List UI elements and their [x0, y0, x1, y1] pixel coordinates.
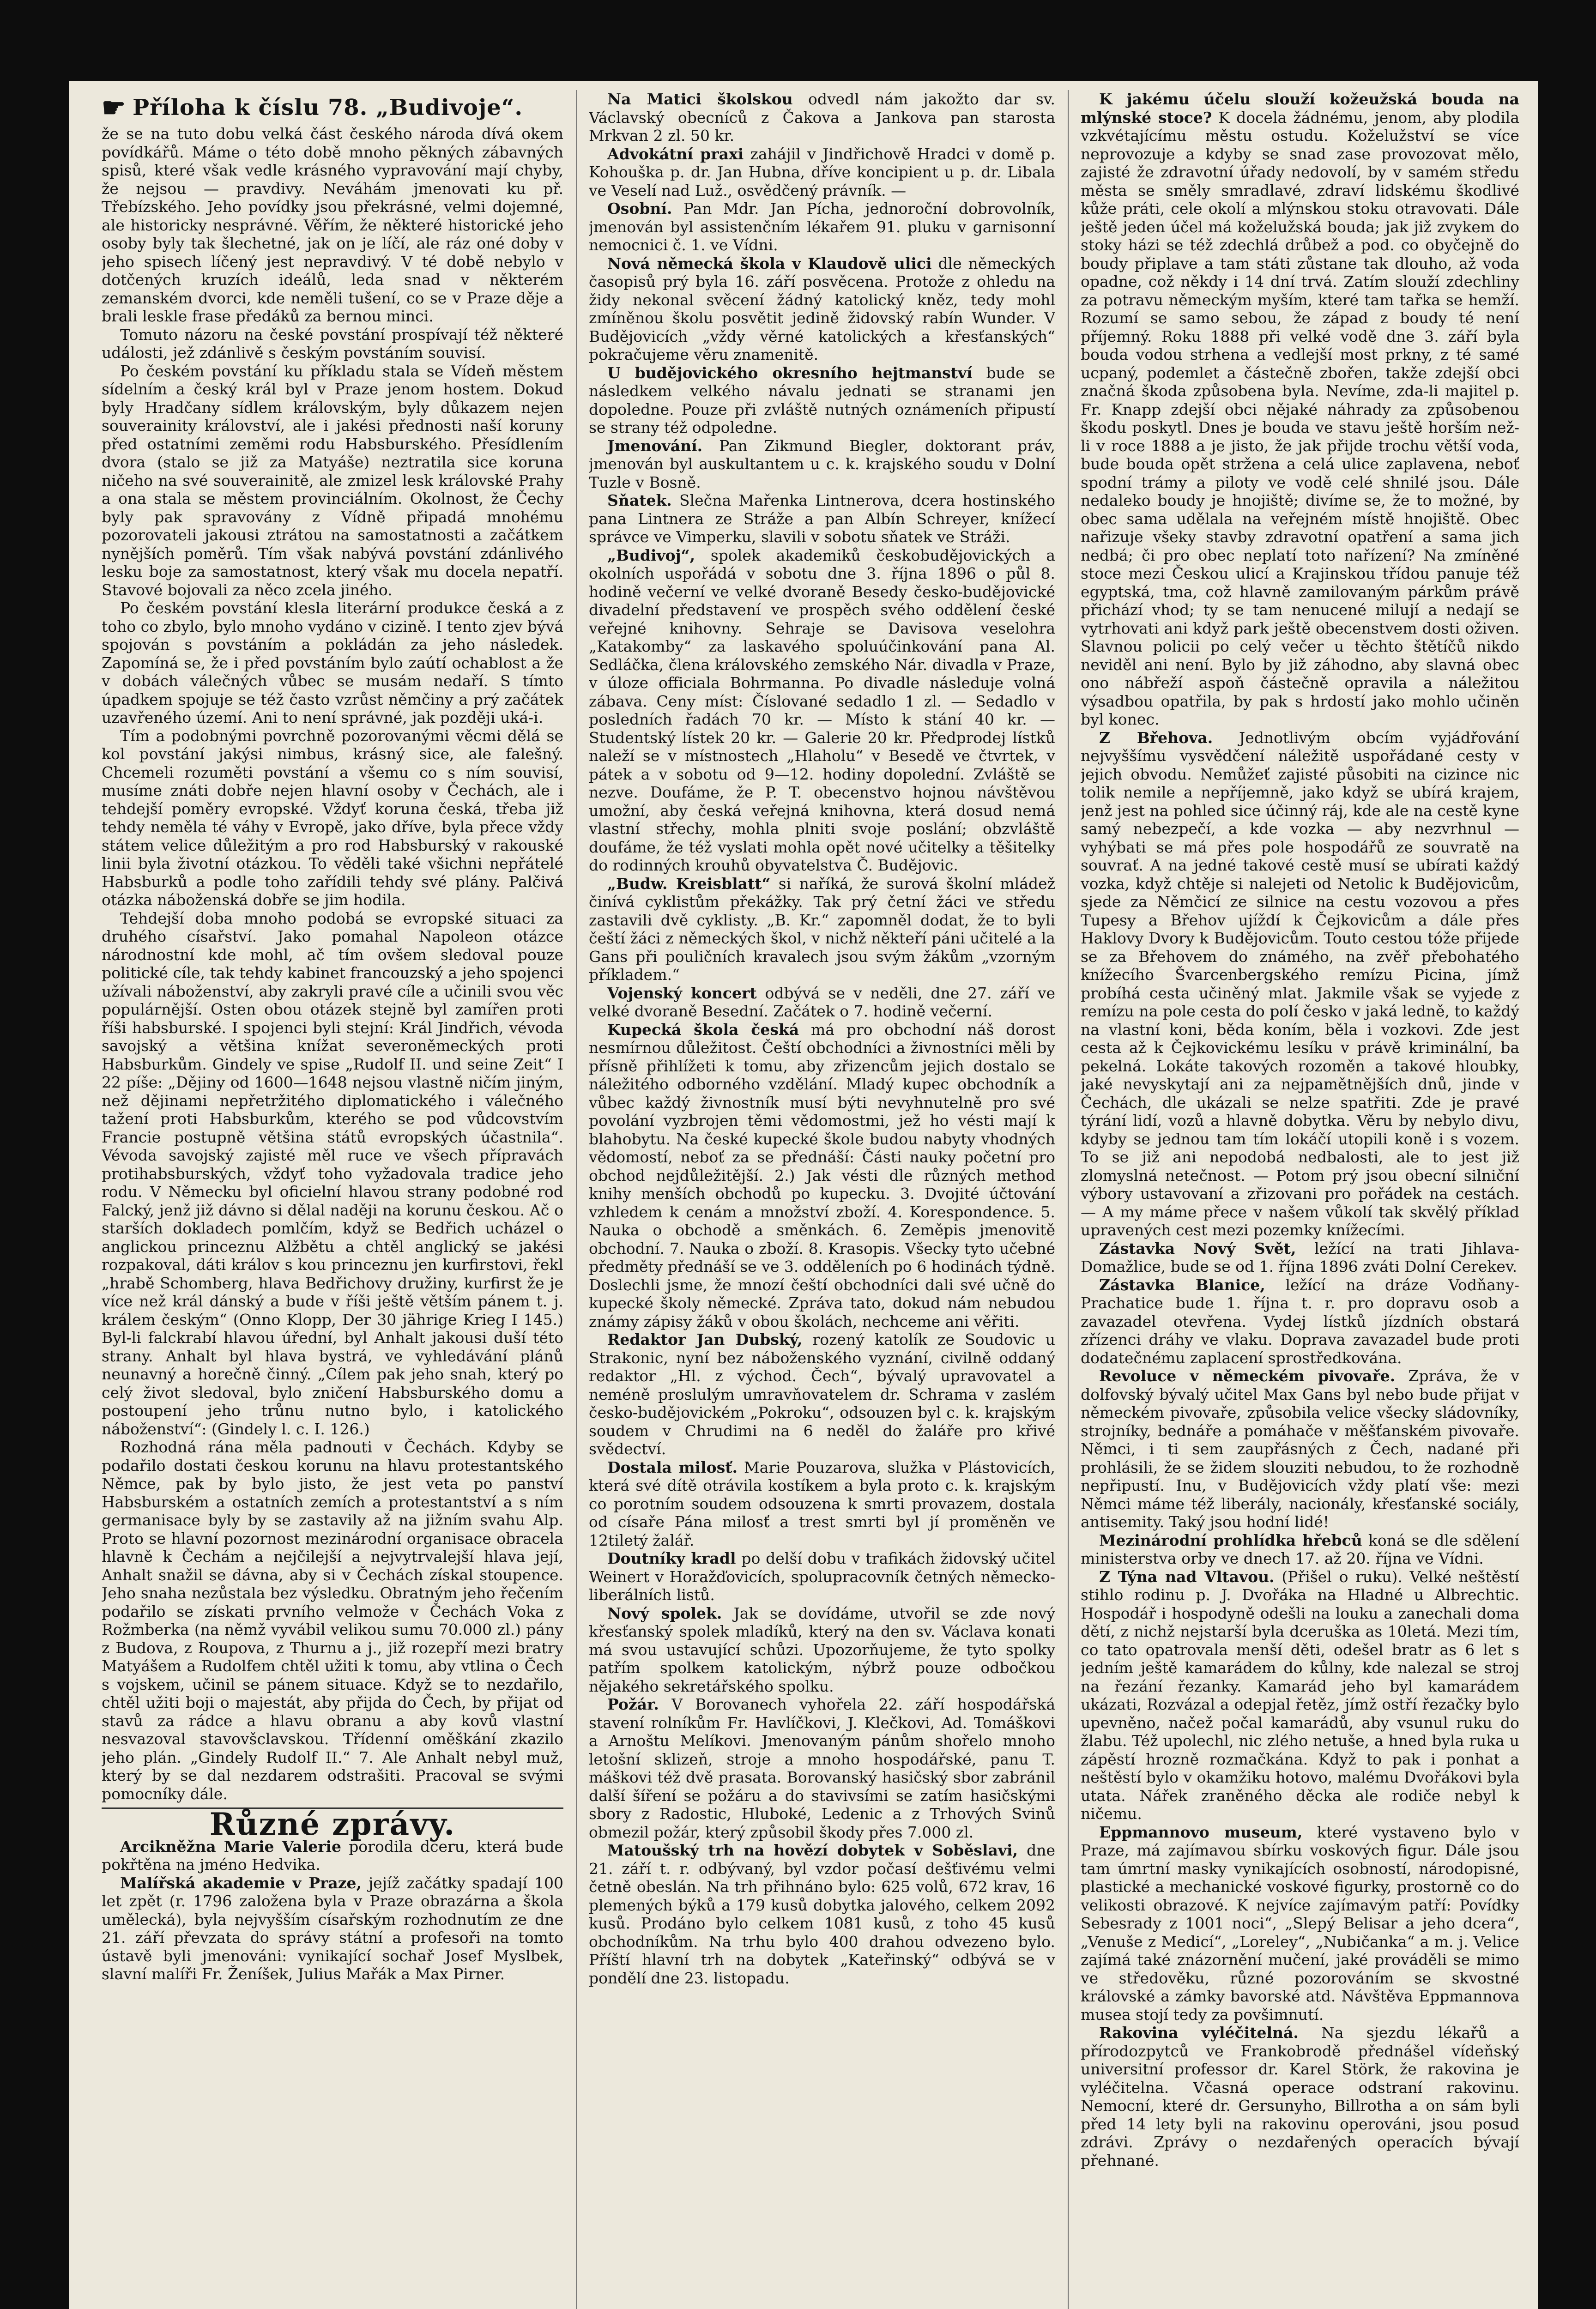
news-item-title: Z Týna nad Vltavou. — [1099, 1567, 1275, 1586]
news-item-title: Advokátní praxi — [607, 145, 744, 163]
news-item — [589, 1330, 1055, 1458]
news-item-text: jejíž začátky spadají 100 let zpět (r. 1796 založena byla v Praze obrazárna a škola umělecká), byla nejvyšším císařským rozhodnutím ze dne 21. září převzata do správy státní a profesoři na tomto ústavě byli jmenováni: vynikající sochař Josef Myslbek, slavní malíři Fr. Ženíšek, Julius Mařák a Max Pirner. — [102, 1874, 563, 1983]
news-item — [589, 199, 1055, 254]
news-item-text: koná se dle sdělení ministerstva orby ve dnech 17. až 20. října ve Vídni. — [1081, 1531, 1519, 1567]
news-item-title: Dostala milosť. — [607, 1458, 738, 1476]
news-item-text: dne 21. září t. r. odbývaný, byl vzdor počasí dešťivému velmi četně obeslán. Na trh přihnáno bylo: 625 volů, 672 krav, 16 plemených býků a 179 kusů dobytka jalového, celkem 2092 kusů. Prodáno bylo celkem 1081 kusů, z toho 45 kusů obchodníkům. Na trhu bylo 400 drahou odvezeno bylo. Příští hlavní trh na dobytek „Kateřinský“ odbývá se v pondělí dne 23. listopadu. — [589, 1841, 1055, 1987]
news-item — [589, 1549, 1055, 1604]
news-item-text: Zpráva, že v dolfovský bývalý učitel Max Gans byl nebo bude přijat v německém pivovaře, způsobila velice všecky sládovníky, strojníky, bednáře a pomáhače v měšťanském pivovaře. Němci, i ti sem zaupřásných z Čech, nadané při prohlásili, že se židem slouziti nebudou, to že rozhodně nepřipustí. Inu, v Budějovicích vždy platí vše: mezi Němci máme též liberály, nacionály, křesťanské sociály, antisemity. Taký jsou hodní lidé! — [1081, 1367, 1519, 1531]
newspaper-page — [69, 81, 1538, 2309]
news-item-title: K jakému účelu slouží kožeužská bouda na mlýnské stoce? — [1081, 90, 1519, 127]
news-item-title: Mezinárodní prohlídka hřebců — [1099, 1531, 1362, 1549]
news-item-title: Nový spolek. — [607, 1604, 722, 1622]
article-paragraph: že se na tuto dobu velká část českého národa dívá okem povídkářů. Máme o této době mnoho pěkných zábavných spisů, které však vedle krásného vypravování mají chyby, že nejsou — pravdivy. Neváhám jmenovati ku př. Třebízského. Jeho povídky jsou překrásné, velmi dojemné, ale historicky nesprávné. Věřím, že některé historické jeho osoby byly tak šlechetné, jak on je líčí, ale ráz oné doby v jeho spisech líčený jest nepravdivý. V té době nebylo v dotčených kruzích ideálů, leda snad v některém zemanském dvorci, kde neměli tušení, co se v Praze děje a brali leskle frase předáků za bernou minci. — [102, 125, 563, 325]
news-item-title: Vojenský koncert — [607, 984, 757, 1002]
news-item — [102, 1874, 563, 1983]
news-item — [589, 491, 1055, 546]
news-item-title: Požár. — [607, 1695, 659, 1713]
news-item — [589, 1695, 1055, 1841]
news-item-title: Revoluce v německém pivovaře. — [1099, 1367, 1396, 1385]
news-item — [102, 1838, 563, 1874]
news-item-title: „Budw. Kreisblatt“ — [607, 874, 771, 893]
news-item — [1081, 1531, 1519, 1568]
news-item-text: odvedl nám jakožto dar sv. Václavský obecníců z Čakova a Jankova pan starosta Mrkvan 2 zl. 50 kr. — [589, 90, 1055, 145]
news-item — [1081, 2024, 1519, 2170]
news-item-title: Kupecká škola česká — [607, 1020, 799, 1039]
news-item — [589, 254, 1055, 364]
column-divider — [576, 90, 577, 2309]
pointing-hand-icon: ☛ — [102, 92, 126, 123]
article-paragraph: Tomuto názoru na české povstání prospívají též některé události, jež zdánlivě s českým povstáním souvisí. — [102, 325, 563, 362]
news-item-text: Jednotlivým obcím vyjádřování nejvyššímu vysvědčení náležitě uspořádané cesty v jejich obvodu. Nemůžeť zajisté působiti na cizince nic tolik nemile a nepříjemně, jako když se ubírá krajem, jenž jest na pohled sice účinný ráj, kde ale na cestě kyne samý nebezpečí, a kde vozka — aby nezvrhnul — vyhýbati se má přes pole hospodářů ze souvratě na souvrať. A na jedné takové cestě musí se ubírati každý vozka, když chtěje si nalejeti od Netolic k Budějovicům, sjede za Němčicí ze silnice na cestu vozovou a přes Tupesy a Břehov ujíždí k Čejkovicům a dále přes Haklovy Dvory k Budějovicům. Touto cestou tóže přijede se za Břehovem do známého, na zvěř přebohatého knížecího Švarcenbergského remízu Picina, jímž probíhá cesta učiněný mlat. Jakmile však se vyjede z remízu na pole cesta do polí česko v jaká ledně, to každý na vlastní koni, běda koním, běla i vozkovi. Zde jest cesta až k Čejkovickému lesíku v právě kriminální, ba pekelná. Lokáte takových rozoměn a takové hloubky, jaké nevyskytají ani za nejpamětnějších dnů, jinde v Čechách, dle ukázali se nelze spatřiti. Zde je pravé týrání lidí, vozů a hlavně dobytka. Věru by nebylo divu, kdyby se jednou tam tím lokáčí utopili koně i s vozem. To se již ani nepodobá nedbalosti, ale to jest již zlomyslná netečnost. — Potom prý jsou obecní silniční výbory ustavovaní a zřizovani pro pořádek na cestách. — A my máme přece v našem vůkolí tak skvělý příklad upravených cest mezi pozemky knížecími. — [1081, 728, 1519, 1239]
news-item — [1081, 1367, 1519, 1531]
header-title: Příloha k číslu 78. „Budivoje“. — [133, 95, 523, 121]
article-paragraph: Tehdejší doba mnoho podobá se evropské situaci za druhého císařství. Jako pomahal Napoleon otázce národnostní kde mohl, ač tím ovšem sledoval pouze politické cíle, tak tehdy kabinet francouzský a jeho spojenci užívali náboženství, aby zakryli pravé cíle a učinili svou věc populárnější. Osten obou otázek stejně byl zamířen proti říši habsburské. I spojenci byli stejní: Král Jindřich, vévoda savojský a většina knížat severoněmeckých proti Habsburkům. Gindely ve spise „Rudolf II. und seine Zeit“ I 22 píše: „Dějiny od 1600—1648 nejsou vlastně ničím jiným, než dějinami nepřetržitého diplomatického i válečného tažení proti Habsburkům, kterého se pod vůdcovstvím Francie postupně většina států evropských účastnila“. Vévoda savojský zajisté měl ruce ve všech přípravách protihabsburských, vždyť toho vyžadovala tradice jeho rodu. V Německu byl oficielní hlavou strany podobné rod Falcký, jenž již dávno si dělal naději na korunu českou. Ač o starších dokladech pomlčím, když se Bedřich ucházel o anglickou princeznu Alžbětu a chtěl anglický se jakési rozpakoval, dáti králov s kou princeznu jen kurfirstovi, řekl „hrabě Schomberg, hlava Bedřichovy družiny, kurfirst že je více než král dánský a bude v říši ještě větším pánem t. j. králem českým“ (Onno Klopp, Der 30 jährige Krieg I 145.) Byl-li falckrabí hlavou úřední, byl Anhalt jakousi duší této strany. Anhalt byl hlava bystrá, ve vyhledávání plánů neunavný a horečně činný. „Cílem pak jeho snah, který po celý život sledoval, bylo zničení Habsburského domu a postoupení jeho trůnu nutno bylo, i katolického náboženství“: (Gindely l. c. I. 126.) — [102, 909, 563, 1438]
news-item-title: Zástavka Blanice, — [1099, 1275, 1265, 1294]
news-item-text: ležící na trati Jihlava-Domažlice, bude se od 1. října 1896 zváti Dolní Cerekev. — [1081, 1239, 1519, 1275]
news-item-text: dle německých časopisů prý byla 16. září posvěcena. Protože z ohledu na židy nekonal svěcení žádný katolický kněz, tedy mohl zmíněnou školu posvětit jedině židovský rabín Wunder. V Budějovicích „vždy věrné katolických a křesťanských“ pokračujeme věru znamenitě. — [589, 254, 1055, 363]
column-1 — [102, 125, 563, 2309]
news-item-text: po delší dobu v trafikách židovský učitel Weinert v Horažďovicích, spolupracovník četných německo-liberálních listů. — [589, 1549, 1055, 1604]
news-item-text: rozený katolík ze Soudovic u Strakonic, nyní bez náboženského vyznání, civilně oddaný redaktor „Hl. z východ. Čech“, bývalý upravovatel a neméně proslulým umravňovatelem dr. Schrama v zaslém česko-budějovickém „Pokroku“, odsouzen byl c. k. krajským soudem v Chrudimi na 6 neděl do žaláře pro křivé svědectví. — [589, 1330, 1055, 1458]
news-item-text: které vystaveno bylo v Praze, má zajímavou sbírku voskových figur. Dále jsou tam úmrtní masky vynikajících osobností, národopisné, plastické a mechanické voskové figurky, prostorně co do velikosti obrazové. K nejvíce zajímavým patří: Povídky Sebesrady z 1001 noci“, „Slepý Belisar a jeho dcera“, „Venuše z Medicí“, „Loreley“, „Nubičanka“ a m. j. Velice zajímá také znázornění mučení, jaké prováděli se mimo ve středověku, různé pozorováním se skvostné královské a zámky bavorské atd. Návštěva Eppmannova musea stojí tedy za povšimnutí. — [1081, 1823, 1519, 2024]
news-item-text: odbývá se v neděli, dne 27. září ve velké dvoraně Besední. Začátek o 7. hodině večerní. — [589, 984, 1055, 1020]
article-paragraph: Rozhodná rána měla padnouti v Čechách. Kdyby se podařilo dostati českou korunu na hlavu protestantského Němce, pak by bylo jisto, že jest veta po panství Habsburském a ostatních zemích a protestantství a s ním germanisace byly by se zastavily až na jižním svahu Alp. Proto se hlavní pozornost mezinárodní organisace obracela hlavně k Čechám a nejčilejší a nejvytrvalejší hlava její, Anhalt snažil se dávna, aby si v Čechách získal stoupence. Jeho snaha nezůstala bez výsledku. Obratným jeho řečením podařilo se získati prvního velmože v Čechách Voka z Rožmberka (na němž vyvábil velikou sumu 70.000 zl.) pány z Budova, z Roupova, z Thurnu a j., již rozepří mezi bratry Matyášem a Rudolfem chtěl užiti k tomu, aby vtlina o Čech s vojskem, učinil se pánem situace. Když se to nezdařilo, chtěl užiti boji o majestát, aby přijda do Čech, by přijat od stavů za rádce a hlavu obranu a aby kovů vlastní nesvazoval stavovšclavskou. Třídenní oměškání zkazilo jeho plán. „Gindely Rudolf II.“ 7. Ale Anhalt nebyl muž, který by se dal nezdarem odstrašiti. Pracoval se svými pomocníky dále. — [102, 1438, 563, 1803]
news-item-title: U budějovického okresního hejtmanství — [607, 363, 973, 382]
news-item-title: Eppmannovo museum, — [1099, 1823, 1303, 1841]
news-item — [589, 145, 1055, 200]
news-item — [1081, 1823, 1519, 2024]
news-item — [1081, 1568, 1519, 1823]
news-item-title: Malířská akademie v Praze, — [120, 1874, 362, 1892]
news-item — [589, 1841, 1055, 1987]
news-item-title: Rakovina vyléčitelná. — [1099, 2024, 1299, 2042]
section-heading: Různé zprávy. — [102, 1807, 563, 1838]
news-item-title: Doutníky kradl — [607, 1549, 736, 1567]
news-item — [589, 437, 1055, 492]
news-item-title: Sňatek. — [607, 491, 672, 509]
column-divider — [1068, 90, 1069, 2309]
news-item-title: Na Matici školskou — [607, 90, 793, 108]
news-item-title: Redaktor Jan Dubský, — [607, 1330, 803, 1348]
article-paragraph: Po českém povstání klesla literární produkce česká a z toho co zbylo, bylo mnoho vydáno v cizině. I tento zjev bývá spojován s povstáním a pokládán za jeho následek. Zapomíná se, že i před povstáním bylo zaútí ochablost a že v dobách válečných vůbec se musám nedaří. S tímto úpadkem spojuje se též často vzrůst němčiny a prý začátek uzavřeného území. Ani to není správné, jak později uká-i. — [102, 599, 563, 726]
news-item-text: (Přišel o ruku). Velké neštěstí stihlo rodinu p. J. Dvořáka na Hladné u Albrechtic. Hospodář i hospodyně odešli na louku a zanechali doma dětí, z nichž nejstarší byla dceruška as 10letá. Mezi tím, co tato opatrovala menší děti, odešel bratr as 6 let s jedním ještě kamarádem do kůlny, kde nalezal se stroj na řezání řezanky. Kamarád jeho byl kamarádem ukázati, Rozvázal a odepjal řetěz, jímž ostří řezačky bylo upevněno, načež počal kamarádů, aby vsunul ruku do žlabu. Též upolechl, nic zlého netuše, a hned byla ruka u zápěstí hrozně rozmačkána. Když to pak i ponhat a neštěstí bylo v okamžiku hotovo, malému Dvořákovi byla utata. Nářek zraněného děcka ale rodiče nebyl k ničemu. — [1081, 1567, 1519, 1823]
news-item-text: porodila dceru, která bude pokřtěna na jméno Hedvika. — [102, 1837, 563, 1874]
news-item-title: Arcikněžna Marie Valerie — [120, 1837, 342, 1856]
news-item-text: bude se následkem velkého návalu jednati se stranami jen dopoledne. Pouze při zvláště nutných oznámeních připustí se strany též odpoledne. — [589, 363, 1055, 436]
page-header — [102, 94, 523, 121]
news-item-text: Jak se dovídáme, utvořil se zde nový křesťanský spolek mladíků, který na den sv. Václava konati má svou ustavující schůzi. Upozorňujeme, že tyto spolky patřím spolkem katolickým, nýbrž pouze odbočkou nějakého sekretářského spolku. — [589, 1604, 1055, 1695]
article-paragraph: Tím a podobnými povrchně pozorovanými věcmi dělá se kol povstání jakýsi nimbus, krásný sice, ale falešný. Chcemeli rozuměti povstání a všemu co s ním souvisí, musíme znáti dobře nejen hlavní osoby v Čechách, ale i tehdejší poměry evropské. Vždyť koruna česká, třeba již tehdy neměla té váhy v Evropě, jako dříve, byla přece vždy státem velice důležitým a pro rod Habsburský v rakouské linii byla životní otázkou. To věděli také všichni nepřátelé Habsburků a podle toho zařídili tehdy své plány. Palčivá otázka náboženská dobře se jim hodila. — [102, 726, 563, 909]
news-item — [589, 1458, 1055, 1550]
news-item — [1081, 90, 1519, 729]
news-item-text: ležící na dráze Vodňany-Prachatice bude 1. října t. r. pro dopravu osob a zavazadel otevřena. Vydej lístků jízdních obstará zřízenci dráhy ve vlaku. Doprava zavazadel bude proti dodatečnému zaplacení sprostředkována. — [1081, 1275, 1519, 1367]
news-item — [589, 1021, 1055, 1331]
news-item-text: Pan Mdr. Jan Pícha, jednoroční dobrovolník, jmenován byl assistenčním lékařem 91. pluku v garnisonní nemocnici č. 1. ve Vídni. — [589, 199, 1055, 254]
news-item — [1081, 1239, 1519, 1276]
news-item — [589, 1604, 1055, 1696]
news-item-text: Slečna Mařenka Lintnerova, dcera hostinského pana Lintnera ze Stráže a pan Albín Schreyer, knížecí správce ve Vimperku, slavili v sobotu sňatek ve Stráži. — [589, 491, 1055, 546]
news-item-title: Matoušský trh na hovězí dobytek v Soběslavi, — [607, 1841, 1018, 1859]
news-item-title: Nová německá škola v Klaudově ulici — [607, 254, 932, 272]
news-item — [1081, 729, 1519, 1239]
news-item-text: V Borovanech vyhořela 22. září hospodářská stavení rolníkům Fr. Havlíčkovi, J. Klečkovi, Ad. Tomáškovi a Arnoštu Melíkovi. Jmenovaným pánům shořelo mnoho letošní sklizeň, stroje a mnoho hospodářské, panu T. máškovi též dvě prasata. Borovanský hasičský sbor zabránil další šíření se požáru a do stavivsími se zatím hasičskými sbory z Radostic, Hluboké, Ledenic a z Trhových Svinů obmezil požár, který způsobil škody přes 7.000 zl. — [589, 1695, 1055, 1841]
news-item — [1081, 1276, 1519, 1367]
news-item-title: Z Břehova. — [1099, 728, 1213, 747]
news-item — [589, 364, 1055, 437]
news-item — [589, 875, 1055, 984]
news-item-text: Na sjezdu lékařů a přírodozpytců ve Frankobrodě přednášel vídeňský universitní professor dr. Karel Störk, že rakovina je vyléčitelna. Včasná operace odstraní rakovinu. Nemocní, které dr. Gersunyho, Billrotha a on sám byli před 14 lety byli na rakovinu operováni, jsou posud zdrávi. Zprávy o nezdařených operacích bývají přehnané. — [1081, 2024, 1519, 2170]
news-item — [589, 984, 1055, 1021]
news-item-title: Zástavka Nový Svět, — [1099, 1239, 1296, 1257]
news-item-title: „Budivoj“, — [607, 546, 695, 564]
news-item-text: Marie Pouzarova, služka v Plástovicích, která své dítě otrávila kostíkem a byla proto c. k. krajským co porotním soudem odsouzena k smrti provazem, dostala od císaře Pána milosť a trest smrti byl jí proměněn ve 12tiletý žalář. — [589, 1458, 1055, 1549]
news-item — [589, 90, 1055, 145]
news-item-title: Jmenování. — [607, 436, 703, 455]
news-item-text: spolek akademiků českobudějovických a okolních uspořádá v sobotu dne 3. října 1896 o půl 8. hodině večerní ve velké dvoraně Besedy česko-budějovické divadelní představení ve prospěch svého oddělení české veřejné knihovny. Sehraje se Davisova veselohra „Katakomby“ za laskavého spoluúčinkování pana Al. Sedláčka, člena královského zemského Nár. divadla v Praze, v úloze officiala Bohrmanna. Po divadle následuje volná zábava. Ceny míst: Číslované sedadlo 1 zl. — Sedadlo v posledních řadách 70 kr. — Místo k stání 40 kr. — Studentský lístek 20 kr. — Galerie 20 kr. Předprodej lístků naleží se v místnostech „Hlaholu“ v Besedě ve čtvrtek, v pátek a v sobotu od 9—12. hodiny dopolední. Zvláště se nezve. Doufáme, že P. T. obecenstvo hojnou návštěvou umožní, aby česká veřejná knihovna, která dosud nemá vlastní střechy, mohla plniti svoje poslání; obzvláště doufáme, že též vyslati mohla opět nové učitelky a těšitelky do rodinných krouhů obyvatelstva Č. Budějovic. — [589, 546, 1055, 874]
column-2 — [589, 90, 1055, 2309]
news-item-text: zahájil v Jindřichově Hradci v domě p. Kohouška p. dr. Jan Hubna, dříve koncipient u p. dr. Libala ve Veselí nad Luž., osvědčený právník. — — [589, 145, 1055, 199]
article-paragraph: Po českém povstání ku příkladu stala se Vídeň městem sídelním a český král byl v Praze jenom hostem. Dokud byly Hradčany sídlem královským, byly důkazem nejen souverainity království, ale i jakési přednosti naší koruny před ostatními zeměmi rodu Habsburského. Přesídlením dvora (stalo se již za Matyáše) neztratila sice koruna ničeho na své souverainitě, ale zmizel lesk královské Prahy a ona stala se městem provinciálním. Okolnost, že Čechy byly pak spravovány z Vídně připadá mnohému pozorovateli jakousi ztrátou na samostatnosti a začátkem nynějších poměrů. Tím však nabývá povstání zdánlivého lesku boje za samostatnost, který však mu docela nepatří. Stavové bojovali za něco zcela jiného. — [102, 362, 563, 599]
news-item-text: K docela žádnému, jenom, aby plodila vzkvétajícímu městu ostudu. Koželužství se více neprovozuje a kdyby se snad zase provozovat mělo, zajisté že zdravotní úřady nedovolí, by v samém středu města se směly smradlavé, zdraví lidskému škodlivé kůže práti, cele okolí a mlýnskou stoku otravovati. Dále ještě jeden účel má koželužská bouda; jak již zvykem do stoky házi se též zdechlá drůbež a pod. co obyčejně do boudy připlave a tam státi zůstane tak dlouho, až voda opadne, což někdy i 14 dní trvá. Zatím slouží zdechliny za potravu německým myším, které tam tařka se hemží. Rozumí se samo sebou, že západ z boudy té není příjemný. Roku 1888 při velké vodě dne 3. září byla bouda vodou strhena a vedlejší most prkny, z té samé ucpaný, podemlet a částečně zbořen, takže zdejší obci značná škoda způsobena byla. Nevíme, zda-li majitel p. Fr. Knapp zdejší obci nějaké náhrady za způsobenou škodu poskytl. Dnes je bouda ve stavu ještě horším než-li v roce 1888 a je jisto, že jak přijde trochu větší voda, bude bouda opět strženа a celá ulice zaplavena, neboť spodní trámy a piloty ve vodě celé shnilé jsou. Dále nedaleko boudy je hnojiště; divíme se, že to možné, by obec sama udělala na veřejném místě hnojiště. Obec nařizuje všeky stavby zdravotní opatření a sama jich nedbá; či pro obec neplatí toto nařízení? Na zmíněné stoce mezi Českou ulicí a Krajinskou třídou panuje též egyptská, tma, což hlavně zamilovaným párkům právě přichází vhod; ty se tam nenucené milují a nedají se vytrhovati ani když park ještě obecenstvem dosti oživen. Slavnou policii po celý večer u těchto štětíčů nikdo neviděl ani není. Bylo by již záhodno, aby slavná obec ono nábřeží aspoň částečně opravila a náležitou výsadbou opatřila, by pak s hrdostí jako mohlo učiněn byl konec. — [1081, 108, 1519, 728]
news-item-text: Pan Zikmund Biegler, doktorant práv, jmenován byl auskultantem u c. k. krajského soudu v Dolní Tuzle v Bosně. — [589, 436, 1055, 491]
column-3 — [1081, 90, 1519, 2309]
news-item-title: Osobní. — [607, 199, 672, 218]
news-item — [589, 546, 1055, 875]
news-item-text: si naříká, že surová školní mládež činívá cyklistům překážky. Tak prý četní žáci ve středu zastavili dvě cyklisty. „B. Kr.“ zapomněl dodat, že to byli čeští žáci z německých škol, v nichž někteří páni učitelé a la Gans při pouličních kravalech jsou svým žákům „vzorným příkladem.“ — [589, 874, 1055, 984]
news-item-text: má pro obchodní náš dorost nesmírnou důležitost. Čeští obchodníci a živnostníci měli by přísně přihlížeti k tomu, aby zřizencům jejich dostalo se náležitého odborného vzdělání. Mladý kupec obchodník a vůbec každý živnostník musí býti nevyhnutelně pro své povolání vyzbrojen těmi vědomostmi, jež ho vésti mají k blahobytu. Na české kupecké škole budou nabyty vhodných vědomostí, neboť za se přednáší: Části nauky početní pro obchod nejdůležitější. 2.) Jak vésti dle různých method knihy menších obchodů po kupecku. 3. Dvojité účtování vzhledem k cenám a množství zboží. 4. Korespondence. 5. Nauka o obchodě a směnkách. 6. Zeměpis jmenovitě obchodní. 7. Nauka o zboží. 8. Krasopis. Všecky tyto učebné předměty přednáší se ve 3. odděleních po 6 hodinách týdně. Doslechli jsme, že mnozí čeští obchodníci dali své učně do kupecké školy německé. Zpráva tato, dokud nám nebudou známy zápisy žáků v obou školách, nechceme ani věřiti. — [589, 1020, 1055, 1330]
